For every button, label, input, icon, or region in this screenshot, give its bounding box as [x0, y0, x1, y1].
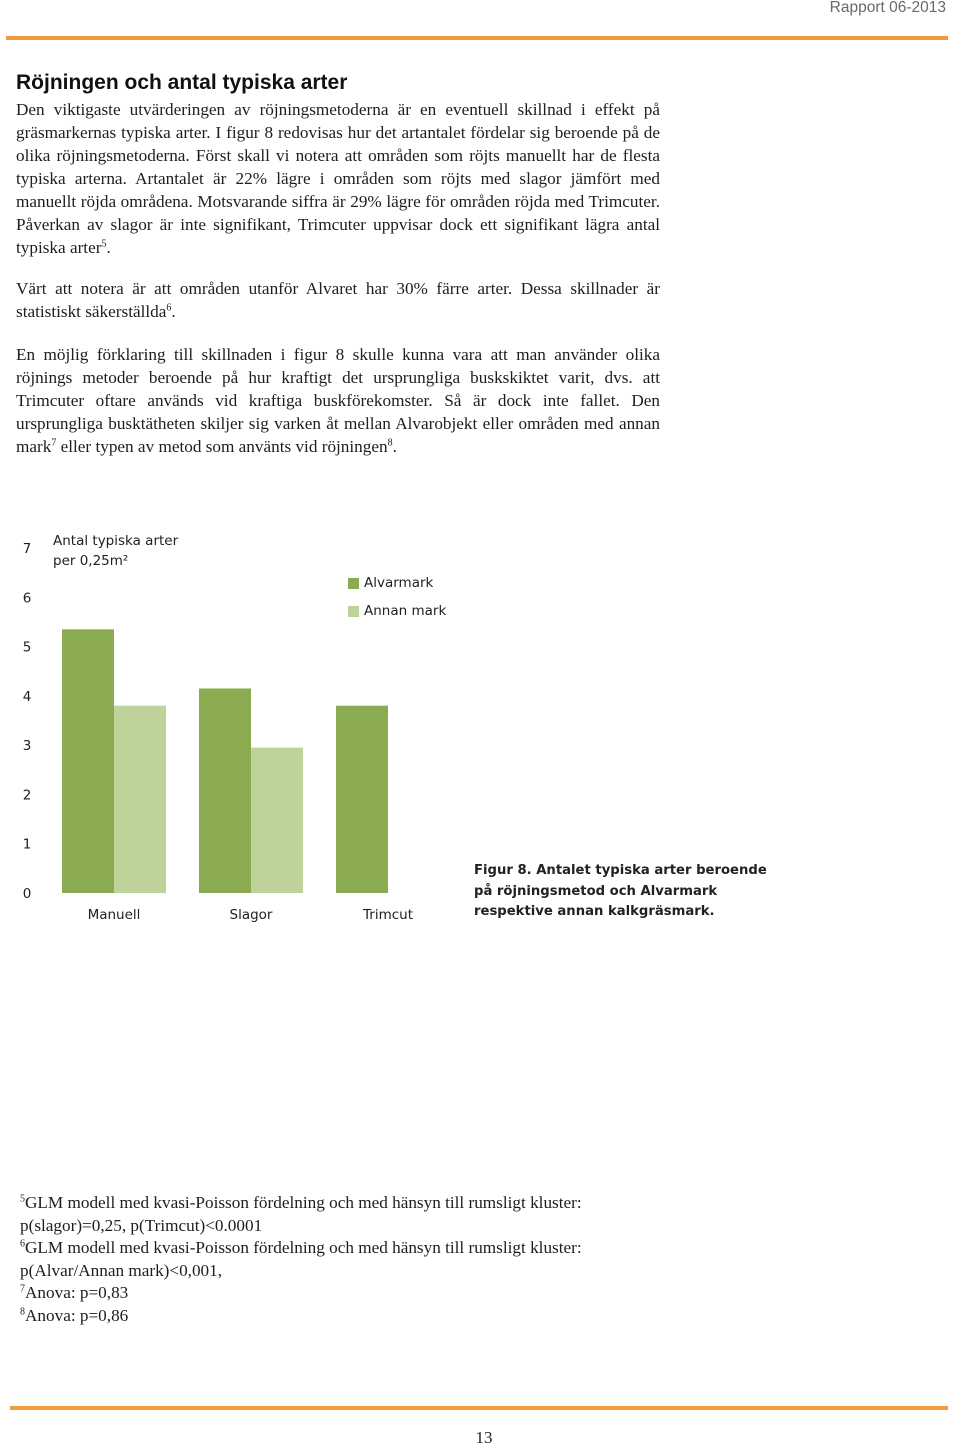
x-tick-label: Manuell	[87, 907, 141, 923]
legend-swatch-annan-mark	[348, 606, 359, 617]
footnote-ref-8[interactable]: 8	[387, 437, 393, 449]
footnote-number: 7	[20, 1283, 25, 1295]
y-tick-label: 7	[22, 541, 32, 557]
footnote-7	[20, 1282, 660, 1305]
paragraph-3-end: .	[392, 437, 397, 456]
footnote-6	[20, 1237, 660, 1282]
footnote-text: GLM modell med kvasi-Poisson fördelning och med hänsyn till rumsligt kluster: p(Alvar/Annan mark)<0,001,	[20, 1238, 582, 1280]
footnotes	[20, 1192, 660, 1328]
y-tick-label: 5	[22, 639, 32, 656]
bar-slagor-alvarmark	[199, 688, 251, 893]
y-tick-label: 1	[22, 836, 32, 853]
bar-manuell-alvarmark	[62, 629, 114, 893]
legend-item-annan-mark	[348, 597, 446, 625]
y-tick-label: 3	[22, 738, 32, 755]
bar-manuell-annan-mark	[114, 706, 166, 893]
footnote-ref-7[interactable]: 7	[51, 437, 57, 449]
footer-divider	[10, 1406, 948, 1410]
page-number: 13	[475, 1428, 493, 1447]
paragraph-2-end: .	[171, 302, 176, 321]
paragraph-2-text: Värt att notera är att områden utanför Alvaret har 30% färre arter. Dessa skillnader är statistiskt säkerställda	[16, 279, 660, 321]
paragraph-1	[16, 98, 660, 259]
figure-8-chart	[8, 525, 448, 925]
paragraph-1-text: Den viktigaste utvärderingen av röjningsmetoderna är en eventuell skillnad i effekt på gräsmarkernas typiska arter. I figur 8 redovisas hur det artantalet fördelar sig beroende på de olika röjningsmetoderna. Först skall vi notera att områden som röjts manuellt har de flesta typiska arterna. Artantalet är 22% lägre i områden som röjts med slagor jämfört med manuellt röjda områdena. Motsvarande siffra är 29% lägre för områden röjda med Trimcuter. Påverkan av slagor är inte signifikant, Trimcuter uppvisar dock ett signifikant lägra antal typiska arter	[16, 100, 660, 257]
footnote-number: 8	[20, 1306, 25, 1318]
legend-swatch-alvarmark	[348, 578, 359, 589]
legend-label-alvarmark: Alvarmark	[364, 575, 434, 591]
paragraph-1-end: .	[106, 238, 111, 257]
chart-legend	[348, 569, 446, 625]
footnote-text: Anova: p=0,86	[25, 1305, 129, 1325]
y-tick-label: 0	[22, 886, 32, 902]
footnote-ref-5[interactable]: 5	[101, 238, 107, 250]
x-tick-label: Trimcut	[363, 907, 413, 923]
footnote-number: 5	[20, 1193, 25, 1205]
chart-title-line-1: Antal typiska arter	[53, 533, 179, 549]
chart-title	[53, 531, 193, 571]
footnote-number: 6	[20, 1238, 25, 1250]
legend-label-annan-mark: Annan mark	[364, 603, 447, 619]
footnote-ref-6[interactable]: 6	[166, 302, 172, 314]
paragraph-3-text: En möjlig förklaring till skillnaden i figur 8 skulle kunna vara att man använder olika röjnings metoder beroende på hur kraftigt det ursprungliga buskskiktet varit, dvs. att Trimcuter oftare används vid kraftiga buskförekomster. Så är dock inte fallet. Den ursprungliga busktätheten skiljer sig varken åt mellan Alvarobjekt eller områden med annan mark	[16, 345, 660, 456]
paragraph-3-text-b: eller typen av metod som använts vid röjningen	[56, 437, 388, 456]
bar-slagor-annan-mark	[251, 748, 303, 893]
paragraph-2	[16, 277, 660, 323]
report-header: Rapport 06-2013	[829, 0, 946, 16]
header-divider	[6, 36, 948, 40]
x-tick-label: Slagor	[229, 907, 273, 923]
section-title: Röjningen och antal typiska arter	[16, 71, 348, 94]
y-tick-label: 4	[22, 688, 32, 705]
footnote-text: GLM modell med kvasi-Poisson fördelning och med hänsyn till rumsligt kluster: p(slagor)=0,25, p(Trimcut)<0.0001	[20, 1193, 582, 1235]
figure-caption: Figur 8. Antalet typiska arter beroende på röjningsmetod och Alvarmark respektive annan kalkgräsmark.	[474, 863, 767, 919]
y-tick-label: 6	[22, 590, 32, 607]
paragraph-3	[16, 343, 660, 458]
chart-title-line-2: per 0,25m²	[53, 553, 129, 569]
y-tick-label: 2	[22, 787, 32, 804]
footnote-text: Anova: p=0,83	[25, 1283, 129, 1303]
footnote-5	[20, 1192, 660, 1237]
legend-item-alvarmark	[348, 569, 446, 597]
bar-trimcut-alvarmark	[336, 706, 388, 893]
footnote-8	[20, 1305, 660, 1328]
